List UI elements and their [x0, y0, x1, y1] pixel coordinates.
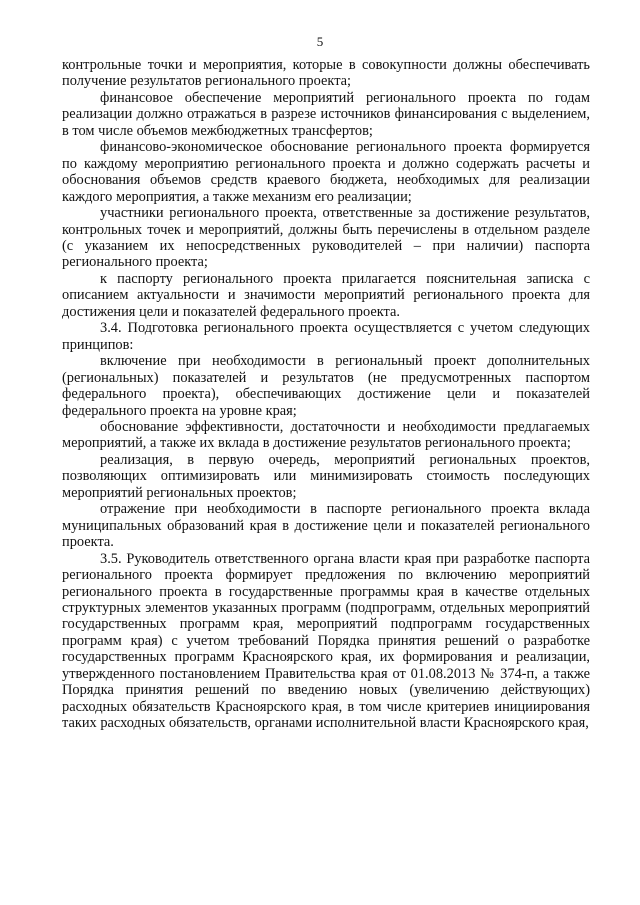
- page-number: 5: [316, 34, 324, 49]
- paragraph-4: участники регионального проекта, ответственные за достижение результатов, контрольных точек и мероприятий, должны быть перечислены в отдельном разделе (с указанием их непосредственных руководителей – при наличии) паспорта регионального проекта;: [62, 205, 590, 271]
- paragraph-11: 3.5. Руководитель ответственного органа власти края при разработке паспорта регионального проекта формирует предложения по включению мероприятий регионального проекта в государственные программы края в качестве отдельных структурных элементов указанных программ (подпрограмм, отдельных мероприятий государственных программ края, мероприятий подпрограмм государственных программ края) с учетом требований Порядка принятия решений о разработке государственных программ Красноярского края, их формирования и реализации, утвержденного постановлением Правительства края от 01.08.2013 № 374-п, а также Порядка принятия решений по введению новых (увеличению действующих) расходных обязательств Красноярского края, в том числе критериев инициирования таких расходных обязательств, органами исполнительной власти Красноярского края,: [62, 550, 590, 732]
- paragraph-10: отражение при необходимости в паспорте регионального проекта вклада муниципальных образований края в достижение цели и показателей регионального проекта.: [62, 501, 590, 551]
- document-body: [62, 57, 590, 732]
- paragraph-5: к паспорту регионального проекта прилагается пояснительная записка с описанием актуальности и значимости мероприятий регионального проекта для достижения цели и показателей федерального проекта.: [62, 270, 590, 320]
- paragraph-7: включение при необходимости в региональный проект дополнительных (региональных) показателей и результатов (не предусмотренных паспортом федерального проекта), обеспечивающих достижение цели и показателей федерального проекта на уровне края;: [62, 353, 590, 419]
- paragraph-2: финансовое обеспечение мероприятий регионального проекта по годам реализации должно отражаться в разрезе источников финансирования с выделением, в том числе объемов межбюджетных трансфертов;: [62, 89, 590, 139]
- paragraph-1: контрольные точки и мероприятия, которые в совокупности должны обеспечивать получение результатов регионального проекта;: [62, 57, 590, 90]
- paragraph-6: 3.4. Подготовка регионального проекта осуществляется с учетом следующих принципов:: [62, 320, 590, 353]
- paragraph-8: обоснование эффективности, достаточности и необходимости предлагаемых мероприятий, а также их вклада в достижение результатов регионального проекта;: [62, 418, 590, 452]
- paragraph-9: реализация, в первую очередь, мероприятий региональных проектов, позволяющих оптимизировать или минимизировать стоимость последующих мероприятий региональных проектов;: [62, 451, 590, 501]
- paragraph-3: финансово-экономическое обоснование регионального проекта формируется по каждому мероприятию регионального проекта и должно содержать расчеты и обоснования объемов средств краевого бюджета, необходимых для реализации каждого мероприятия, а также механизм его реализации;: [62, 139, 590, 205]
